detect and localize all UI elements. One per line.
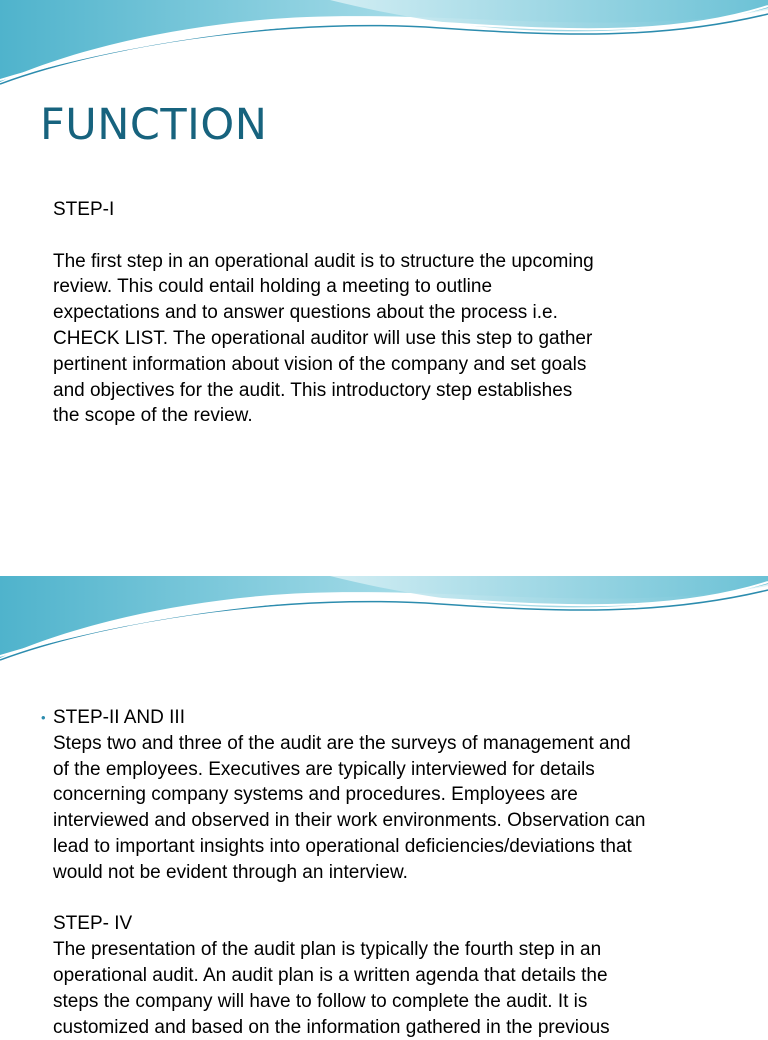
steps-2-4-text-block — [41, 705, 646, 1040]
step-4-line: steps the company will have to follow to complete the audit. It is — [53, 990, 588, 1012]
step-2-3-line: of the employees. Executives are typically interviewed for details — [53, 758, 595, 780]
slide-title: FUNCTION — [40, 100, 268, 150]
step-4-heading: STEP- IV — [53, 913, 133, 935]
step-4-line: operational audit. An audit plan is a written agenda that details the — [53, 964, 608, 986]
wave-header-decoration — [0, 576, 768, 666]
slide-2 — [0, 576, 768, 1038]
step-2-3-line: lead to important insights into operational deficiencies/deviations that — [53, 835, 632, 857]
step-2-3-line: Steps two and three of the audit are the surveys of management and — [53, 732, 631, 754]
step-1-line: review. This could entail holding a meeting to outline — [53, 276, 493, 298]
step-1-heading: STEP-I — [53, 199, 115, 220]
step-2-3-line: would not be evident through an interview. — [53, 861, 408, 883]
step-2-3-heading-line — [41, 705, 645, 731]
step-2-3-heading: STEP-II AND III — [53, 707, 185, 728]
step-1-line: pertinent information about vision of the company and set goals — [53, 353, 587, 375]
step-2-3-line: concerning company systems and procedures. Employees are — [53, 784, 578, 806]
step-1-text-block — [53, 197, 594, 429]
step-1-line: expectations and to answer questions about the process i.e. — [53, 302, 558, 324]
step-1-line: the scope of the review. — [53, 405, 253, 427]
step-2-3-line: interviewed and observed in their work environments. Observation can — [53, 810, 646, 832]
step-1-line: CHECK LIST. The operational auditor will use this step to gather — [53, 327, 593, 349]
step-1-line: The first step in an operational audit is to structure the upcoming — [53, 250, 594, 272]
step-4-line: customized and based on the information gathered in the previous — [53, 1016, 610, 1038]
bullet-icon: • — [41, 710, 46, 725]
step-1-line: and objectives for the audit. This introductory step establishes — [53, 379, 573, 401]
wave-header-decoration — [0, 0, 768, 90]
step-4-line: The presentation of the audit plan is typically the fourth step in an — [53, 939, 602, 961]
